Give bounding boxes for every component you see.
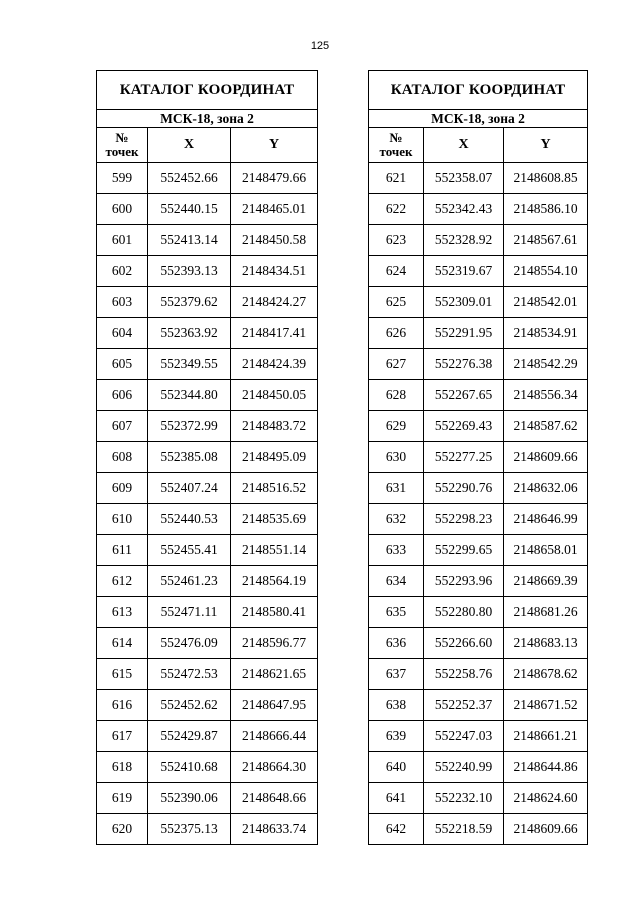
point-number-cell: 614	[97, 628, 148, 659]
table-row	[369, 225, 588, 256]
point-number-cell: 635	[369, 597, 424, 628]
x-coordinate-cell: 552429.87	[148, 721, 231, 752]
y-coordinate-cell: 2148554.10	[504, 256, 588, 287]
y-coordinate-cell: 2148551.14	[231, 535, 318, 566]
table-row	[369, 535, 588, 566]
y-coordinate-cell: 2148669.39	[504, 566, 588, 597]
point-number-cell: 637	[369, 659, 424, 690]
x-coordinate-cell: 552299.65	[424, 535, 504, 566]
page-number: 125	[310, 40, 330, 52]
catalog-subtitle: МСК-18, зона 2	[369, 110, 588, 128]
table-row	[97, 349, 318, 380]
table-row	[369, 318, 588, 349]
x-coordinate-cell: 552293.96	[424, 566, 504, 597]
x-coordinate-cell: 552440.15	[148, 194, 231, 225]
table-row	[97, 380, 318, 411]
point-number-cell: 631	[369, 473, 424, 504]
y-coordinate-cell: 2148580.41	[231, 597, 318, 628]
point-number-cell: 641	[369, 783, 424, 814]
point-number-cell: 628	[369, 380, 424, 411]
table-row	[369, 597, 588, 628]
x-coordinate-cell: 552452.66	[148, 163, 231, 194]
column-header-points-word: точек	[105, 144, 139, 159]
y-coordinate-cell: 2148596.77	[231, 628, 318, 659]
point-number-cell: 610	[97, 504, 148, 535]
column-header-point-number	[369, 128, 424, 163]
x-coordinate-cell: 552440.53	[148, 504, 231, 535]
y-coordinate-cell: 2148556.34	[504, 380, 588, 411]
y-coordinate-cell: 2148621.65	[231, 659, 318, 690]
point-number-cell: 603	[97, 287, 148, 318]
column-header-y: Y	[504, 128, 588, 163]
point-number-cell: 612	[97, 566, 148, 597]
column-header-x: X	[148, 128, 231, 163]
table-row	[369, 380, 588, 411]
point-number-cell: 618	[97, 752, 148, 783]
point-number-cell: 615	[97, 659, 148, 690]
table-row	[97, 287, 318, 318]
point-number-cell: 624	[369, 256, 424, 287]
coordinate-catalog-right	[368, 70, 588, 845]
y-coordinate-cell: 2148417.41	[231, 318, 318, 349]
x-coordinate-cell: 552385.08	[148, 442, 231, 473]
point-number-cell: 642	[369, 814, 424, 845]
x-coordinate-cell: 552328.92	[424, 225, 504, 256]
table-row	[97, 721, 318, 752]
y-coordinate-cell: 2148632.06	[504, 473, 588, 504]
point-number-cell: 625	[369, 287, 424, 318]
table-row	[369, 721, 588, 752]
x-coordinate-cell: 552379.62	[148, 287, 231, 318]
table-row	[97, 411, 318, 442]
column-header-x: X	[424, 128, 504, 163]
x-coordinate-cell: 552266.60	[424, 628, 504, 659]
y-coordinate-cell: 2148646.99	[504, 504, 588, 535]
table-row	[369, 628, 588, 659]
y-coordinate-cell: 2148644.86	[504, 752, 588, 783]
point-number-cell: 616	[97, 690, 148, 721]
point-number-cell: 638	[369, 690, 424, 721]
y-coordinate-cell: 2148534.91	[504, 318, 588, 349]
table-row	[97, 783, 318, 814]
column-header-points-word: точек	[379, 144, 413, 159]
y-coordinate-cell: 2148542.29	[504, 349, 588, 380]
x-coordinate-cell: 552455.41	[148, 535, 231, 566]
table-row	[97, 690, 318, 721]
y-coordinate-cell: 2148542.01	[504, 287, 588, 318]
table-row	[369, 814, 588, 845]
x-coordinate-cell: 552267.65	[424, 380, 504, 411]
x-coordinate-cell: 552342.43	[424, 194, 504, 225]
point-number-cell: 619	[97, 783, 148, 814]
table-row	[97, 225, 318, 256]
x-coordinate-cell: 552218.59	[424, 814, 504, 845]
y-coordinate-cell: 2148587.62	[504, 411, 588, 442]
y-coordinate-cell: 2148434.51	[231, 256, 318, 287]
point-number-cell: 601	[97, 225, 148, 256]
table-row	[369, 256, 588, 287]
point-number-cell: 600	[97, 194, 148, 225]
y-coordinate-cell: 2148424.27	[231, 287, 318, 318]
point-number-cell: 611	[97, 535, 148, 566]
y-coordinate-cell: 2148564.19	[231, 566, 318, 597]
table-row	[369, 349, 588, 380]
x-coordinate-cell: 552298.23	[424, 504, 504, 535]
catalog-title: КАТАЛОГ КООРДИНАТ	[369, 71, 588, 110]
point-number-cell: 608	[97, 442, 148, 473]
point-number-cell: 626	[369, 318, 424, 349]
x-coordinate-cell: 552269.43	[424, 411, 504, 442]
y-coordinate-cell: 2148664.30	[231, 752, 318, 783]
table-row	[369, 442, 588, 473]
point-number-cell: 630	[369, 442, 424, 473]
x-coordinate-cell: 552309.01	[424, 287, 504, 318]
x-coordinate-cell: 552390.06	[148, 783, 231, 814]
point-number-cell: 609	[97, 473, 148, 504]
table-row	[97, 628, 318, 659]
y-coordinate-cell: 2148609.66	[504, 814, 588, 845]
catalog-title: КАТАЛОГ КООРДИНАТ	[97, 71, 318, 110]
point-number-cell: 640	[369, 752, 424, 783]
y-coordinate-cell: 2148465.01	[231, 194, 318, 225]
point-number-cell: 620	[97, 814, 148, 845]
x-coordinate-cell: 552247.03	[424, 721, 504, 752]
column-header-point-number	[97, 128, 148, 163]
point-number-cell: 613	[97, 597, 148, 628]
x-coordinate-cell: 552252.37	[424, 690, 504, 721]
x-coordinate-cell: 552413.14	[148, 225, 231, 256]
x-coordinate-cell: 552319.67	[424, 256, 504, 287]
coordinate-catalog-left	[96, 70, 318, 845]
x-coordinate-cell: 552452.62	[148, 690, 231, 721]
table-row	[97, 597, 318, 628]
table-row	[97, 163, 318, 194]
x-coordinate-cell: 552393.13	[148, 256, 231, 287]
table-row	[369, 659, 588, 690]
table-row	[97, 473, 318, 504]
x-coordinate-cell: 552291.95	[424, 318, 504, 349]
table-row	[369, 287, 588, 318]
table-row	[369, 163, 588, 194]
y-coordinate-cell: 2148567.61	[504, 225, 588, 256]
x-coordinate-cell: 552372.99	[148, 411, 231, 442]
table-row	[369, 504, 588, 535]
table-row	[97, 256, 318, 287]
table-row	[97, 318, 318, 349]
point-number-cell: 605	[97, 349, 148, 380]
table-row	[97, 194, 318, 225]
y-coordinate-cell: 2148450.58	[231, 225, 318, 256]
x-coordinate-cell: 552276.38	[424, 349, 504, 380]
catalog-subtitle: МСК-18, зона 2	[97, 110, 318, 128]
x-coordinate-cell: 552344.80	[148, 380, 231, 411]
point-number-cell: 617	[97, 721, 148, 752]
y-coordinate-cell: 2148633.74	[231, 814, 318, 845]
y-coordinate-cell: 2148483.72	[231, 411, 318, 442]
column-header-num-symbol: №	[115, 130, 129, 145]
y-coordinate-cell: 2148661.21	[504, 721, 588, 752]
point-number-cell: 621	[369, 163, 424, 194]
y-coordinate-cell: 2148586.10	[504, 194, 588, 225]
table-row	[369, 566, 588, 597]
x-coordinate-cell: 552280.80	[424, 597, 504, 628]
x-coordinate-cell: 552258.76	[424, 659, 504, 690]
table-row	[97, 814, 318, 845]
point-number-cell: 629	[369, 411, 424, 442]
y-coordinate-cell: 2148609.66	[504, 442, 588, 473]
y-coordinate-cell: 2148681.26	[504, 597, 588, 628]
point-number-cell: 606	[97, 380, 148, 411]
y-coordinate-cell: 2148495.09	[231, 442, 318, 473]
point-number-cell: 623	[369, 225, 424, 256]
y-coordinate-cell: 2148535.69	[231, 504, 318, 535]
y-coordinate-cell: 2148608.85	[504, 163, 588, 194]
point-number-cell: 636	[369, 628, 424, 659]
table-row	[369, 411, 588, 442]
x-coordinate-cell: 552277.25	[424, 442, 504, 473]
y-coordinate-cell: 2148648.66	[231, 783, 318, 814]
table-row	[97, 504, 318, 535]
point-number-cell: 599	[97, 163, 148, 194]
point-number-cell: 627	[369, 349, 424, 380]
y-coordinate-cell: 2148450.05	[231, 380, 318, 411]
y-coordinate-cell: 2148516.52	[231, 473, 318, 504]
x-coordinate-cell: 552461.23	[148, 566, 231, 597]
x-coordinate-cell: 552232.10	[424, 783, 504, 814]
x-coordinate-cell: 552290.76	[424, 473, 504, 504]
x-coordinate-cell: 552240.99	[424, 752, 504, 783]
table-row	[97, 535, 318, 566]
table-row	[369, 783, 588, 814]
y-coordinate-cell: 2148479.66	[231, 163, 318, 194]
x-coordinate-cell: 552471.11	[148, 597, 231, 628]
y-coordinate-cell: 2148671.52	[504, 690, 588, 721]
point-number-cell: 607	[97, 411, 148, 442]
x-coordinate-cell: 552472.53	[148, 659, 231, 690]
x-coordinate-cell: 552476.09	[148, 628, 231, 659]
point-number-cell: 632	[369, 504, 424, 535]
column-header-num-symbol: №	[389, 130, 403, 145]
y-coordinate-cell: 2148678.62	[504, 659, 588, 690]
y-coordinate-cell: 2148658.01	[504, 535, 588, 566]
table-row	[97, 442, 318, 473]
x-coordinate-cell: 552375.13	[148, 814, 231, 845]
point-number-cell: 602	[97, 256, 148, 287]
x-coordinate-cell: 552410.68	[148, 752, 231, 783]
table-row	[369, 690, 588, 721]
x-coordinate-cell: 552358.07	[424, 163, 504, 194]
y-coordinate-cell: 2148424.39	[231, 349, 318, 380]
x-coordinate-cell: 552349.55	[148, 349, 231, 380]
x-coordinate-cell: 552407.24	[148, 473, 231, 504]
point-number-cell: 639	[369, 721, 424, 752]
point-number-cell: 634	[369, 566, 424, 597]
table-row	[369, 473, 588, 504]
table-row	[97, 659, 318, 690]
column-header-y: Y	[231, 128, 318, 163]
table-row	[97, 566, 318, 597]
table-row	[369, 194, 588, 225]
table-row	[97, 752, 318, 783]
y-coordinate-cell: 2148624.60	[504, 783, 588, 814]
x-coordinate-cell: 552363.92	[148, 318, 231, 349]
point-number-cell: 622	[369, 194, 424, 225]
y-coordinate-cell: 2148647.95	[231, 690, 318, 721]
y-coordinate-cell: 2148666.44	[231, 721, 318, 752]
table-row	[369, 752, 588, 783]
point-number-cell: 604	[97, 318, 148, 349]
point-number-cell: 633	[369, 535, 424, 566]
y-coordinate-cell: 2148683.13	[504, 628, 588, 659]
